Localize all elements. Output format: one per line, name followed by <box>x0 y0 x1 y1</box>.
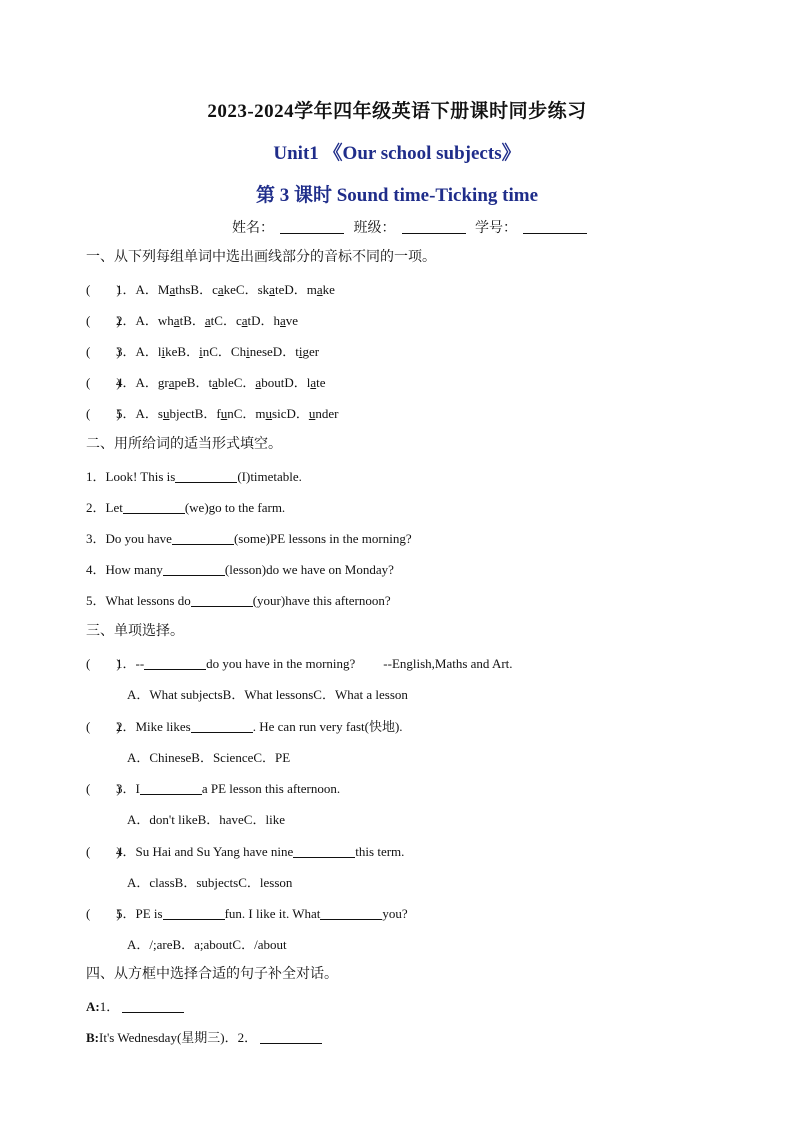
question-hint: (your)have this afternoon? <box>252 593 391 608</box>
question-text: a PE lesson this afternoon. <box>201 781 341 796</box>
choice-options: A．ChineseB．ScienceC．PE <box>127 749 291 765</box>
choice-options: A．What subjectsB．What lessonsC．What a lesson <box>127 687 408 702</box>
dialogue-a-blank[interactable] <box>122 1000 184 1013</box>
option-text: bjectB．f <box>169 406 221 421</box>
question-text: . He can run very fast(快地). <box>252 718 403 734</box>
question-hint: (I)timetable. <box>237 469 302 484</box>
option-text: ke <box>322 282 335 297</box>
underlined-letter: a <box>310 375 317 390</box>
section-2-heading: 二、用所给词的适当形式填空。 <box>86 437 282 452</box>
option-text: A．s <box>135 406 163 421</box>
question-text: 2．Let <box>86 500 123 515</box>
underlined-letter: u <box>220 406 228 421</box>
answer-parens[interactable]: ( ) <box>86 906 121 921</box>
option-text: sicD． <box>272 406 309 421</box>
lesson-title: 第 3 课时 Sound time-Ticking time <box>255 185 539 206</box>
underlined-letter: a <box>255 375 262 390</box>
underlined-letter: a <box>169 282 176 297</box>
phonics-question <box>86 406 338 422</box>
choice-question <box>86 844 404 860</box>
option-text: A．l <box>135 344 162 359</box>
dialogue-line-a <box>86 999 184 1015</box>
choice-question <box>86 906 408 922</box>
answer-parens[interactable]: ( ) <box>86 656 121 671</box>
choice-options: A．classB．subjectsC．lesson <box>127 874 293 890</box>
option-text: ger <box>302 344 320 359</box>
question-text: 5．What lessons do <box>86 593 191 608</box>
fill-question <box>86 593 391 609</box>
question-number: 1． <box>116 282 136 297</box>
fill-question <box>86 531 412 547</box>
name-label: 姓名： <box>232 221 274 236</box>
choice-options: A．don't likeB．haveC．like <box>127 812 285 827</box>
question-text: you? <box>382 906 408 921</box>
dialogue-b-text: It's Wednesday(星期三)．2． <box>99 1030 258 1045</box>
answer-parens[interactable]: ( ) <box>86 313 121 328</box>
underlined-letter: a <box>168 375 175 390</box>
answer-parens[interactable]: ( ) <box>86 406 121 421</box>
speaker-a: A: <box>86 999 100 1014</box>
answer-blank[interactable] <box>293 845 355 858</box>
option-text: neseD．t <box>249 344 299 359</box>
answer-parens[interactable]: ( ) <box>86 344 121 359</box>
answer-blank[interactable] <box>175 470 237 483</box>
question-text: 4．Su Hai and Su Yang have nine <box>116 843 294 859</box>
student-info <box>232 217 593 237</box>
worksheet-title: 2023-2024学年四年级英语下册课时同步练习 <box>207 101 587 122</box>
question-text: 2．Mike likes <box>116 718 191 734</box>
option-text: boutD．l <box>261 375 311 390</box>
option-text: nC．m <box>227 406 266 421</box>
underlined-letter: a <box>280 313 286 328</box>
section-1-heading: 一、从下列每组单词中选出画线部分的音标不同的一项。 <box>86 250 436 265</box>
underlined-letter: u <box>265 406 273 421</box>
answer-parens[interactable]: ( ) <box>86 375 121 390</box>
underlined-letter: a <box>204 313 211 328</box>
phonics-question <box>86 375 326 391</box>
dialogue-a-text: 1． <box>99 999 120 1014</box>
id-blank[interactable] <box>523 219 587 234</box>
question-number: 5． <box>116 406 136 421</box>
dialogue-b-blank[interactable] <box>260 1031 322 1044</box>
phonics-question <box>86 344 319 360</box>
underlined-letter: u <box>162 406 170 421</box>
underlined-letter: u <box>308 406 316 421</box>
underlined-letter: i <box>298 344 303 359</box>
option-text: thsB．c <box>175 282 218 297</box>
question-text: 3．I <box>116 781 140 796</box>
question-text: 4．How many <box>86 562 163 577</box>
underlined-letter: a <box>241 313 248 328</box>
answer-blank[interactable] <box>163 563 225 576</box>
choice-question <box>86 656 513 672</box>
answer-blank[interactable] <box>320 907 382 920</box>
question-number: 3． <box>116 344 136 359</box>
answer-blank[interactable] <box>123 501 185 514</box>
underlined-letter: a <box>217 282 224 297</box>
option-text: tD．h <box>247 313 281 328</box>
option-text: teD．m <box>274 282 317 297</box>
question-text: fun. I like it. What <box>224 906 321 921</box>
question-text: do you have in the morning? <box>206 656 356 671</box>
option-text: tB． <box>179 313 205 328</box>
answer-blank[interactable] <box>172 532 234 545</box>
name-blank[interactable] <box>280 219 344 234</box>
question-number: 4． <box>116 375 136 390</box>
section-4-heading: 四、从方框中选择合适的句子补全对话。 <box>86 967 338 982</box>
answer-parens[interactable]: ( ) <box>86 781 121 796</box>
underlined-letter: a <box>173 313 180 328</box>
question-hint: (we)go to the farm. <box>184 500 286 515</box>
underlined-letter: a <box>316 282 323 297</box>
question-text: 5．PE is <box>116 906 163 921</box>
question-text: 1．-- <box>116 656 145 671</box>
phonics-question <box>86 313 298 329</box>
question-number: 2． <box>116 313 136 328</box>
answer-parens[interactable]: ( ) <box>86 718 121 734</box>
phonics-question <box>86 282 335 298</box>
underlined-letter: i <box>199 344 203 359</box>
option-text: te <box>316 375 326 390</box>
dialogue-line-b <box>86 1030 322 1046</box>
question-hint: (lesson)do we have on Monday? <box>224 562 394 577</box>
answer-hint: --English,Maths and Art. <box>383 656 513 671</box>
option-text: A．wh <box>135 313 174 328</box>
option-text: nder <box>315 406 339 421</box>
question-text: 3．Do you have <box>86 531 172 546</box>
class-blank[interactable] <box>402 219 466 234</box>
answer-blank[interactable] <box>140 782 202 795</box>
answer-parens[interactable]: ( ) <box>86 282 121 297</box>
option-text: tC．c <box>210 313 242 328</box>
option-text: nC．Ch <box>202 344 247 359</box>
speaker-b: B: <box>86 1030 99 1045</box>
id-label: 学号： <box>475 221 517 236</box>
unit-title: Unit1 《Our school subjects》 <box>273 143 521 164</box>
option-text: keB． <box>165 344 200 359</box>
fill-question <box>86 500 285 516</box>
answer-blank[interactable] <box>191 594 253 607</box>
question-hint: (some)PE lessons in the morning? <box>233 531 412 546</box>
fill-question <box>86 562 394 578</box>
option-text: keC．sk <box>223 282 270 297</box>
option-text: ve <box>285 313 299 328</box>
choice-question <box>86 719 403 735</box>
question-text: this term. <box>355 843 405 859</box>
underlined-letter: i <box>246 344 250 359</box>
choice-options: A．/;areB．a;aboutC．/about <box>127 937 287 952</box>
underlined-letter: a <box>269 282 275 297</box>
section-3-heading: 三、单项选择。 <box>86 624 184 639</box>
option-text: bleC． <box>217 375 256 390</box>
option-text: peB．t <box>174 375 213 390</box>
choice-question <box>86 781 340 797</box>
fill-question <box>86 469 302 485</box>
underlined-letter: i <box>161 344 166 359</box>
answer-parens[interactable]: ( ) <box>86 843 121 859</box>
answer-blank[interactable] <box>191 720 253 733</box>
answer-blank[interactable] <box>163 907 225 920</box>
option-text: A．gr <box>135 375 169 390</box>
underlined-letter: a <box>212 375 218 390</box>
answer-blank[interactable] <box>144 657 206 670</box>
class-label: 班级： <box>353 221 396 236</box>
option-text: A．M <box>135 282 170 297</box>
question-text: 1．Look! This is <box>86 469 176 484</box>
